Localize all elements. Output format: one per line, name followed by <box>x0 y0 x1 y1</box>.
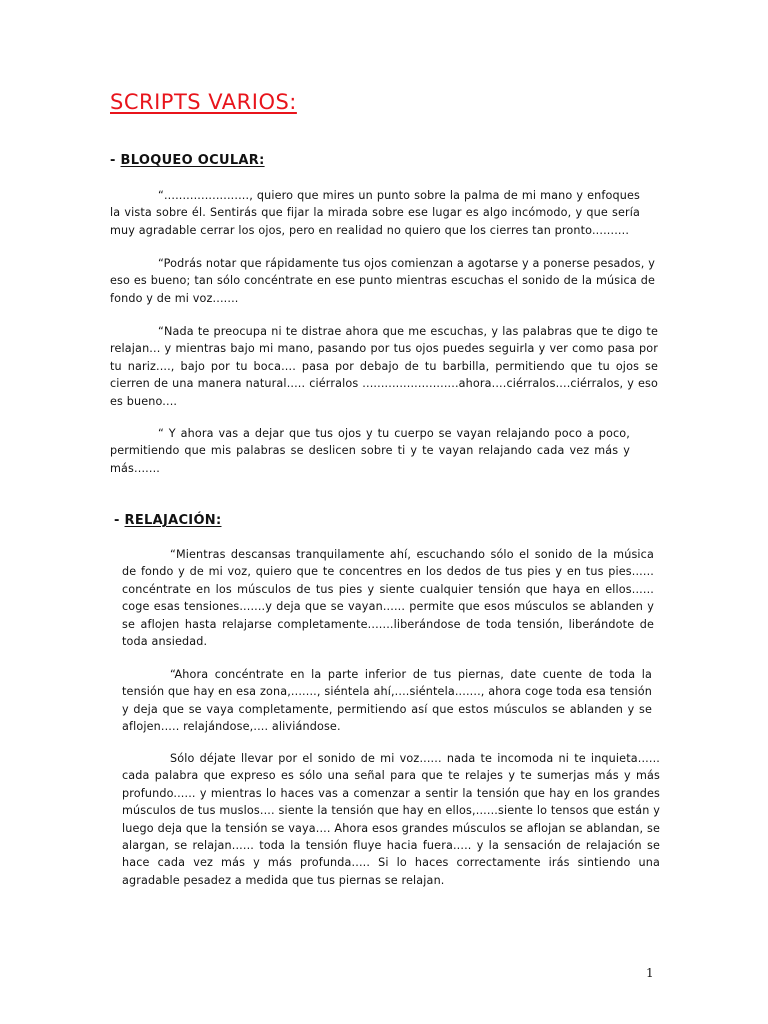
section-heading-dash: - <box>114 513 125 528</box>
paragraph: “......................., quiero que mires un punto sobre la palma de mi mano y enfoques la vista sobre él. Sentirás que fijar la mirada sobre ese lugar es algo incómodo, y que sería muy agradable cerrar los ojos, pero en realidad no quiero que los cierres tan pronto.......... <box>110 189 640 237</box>
paragraph: “Nada te preocupa ni te distrae ahora que me escuchas, y las palabras que te digo te relajan... y mientras bajo mi mano, pasando por tus ojos puedes seguirla y ver como pasa por tu nariz...., bajo por tu boca.... pasa por debajo de tu barbilla, permitiendo que tu ojos se cierren de una manera natural..... ciérralos ..........................ahora....ciérralos....ciérralos, y eso es bueno.... <box>110 325 658 408</box>
paragraph: “Mientras descansas tranquilamente ahí, escuchando sólo el sonido de la música de fondo y de mi voz, quiero que te concentres en los dedos de tus pies y en tus pies...... concéntrate en los músculos de tus pies y siente cualquier tensión que haya en ellos...... coge esas tensiones.......y deja que se vayan...... permite que esos músculos se ablanden y se aflojen hasta relajarse completamente.......liberándose de toda tensión, liberándote de toda ansiedad. <box>122 548 654 649</box>
paragraph: “Ahora concéntrate en la parte inferior de tus piernas, date cuente de toda la tensión que hay en esa zona,......., siéntela ahí,....siéntela......., ahora coge toda esa tensión y deja que se vaya completamente, permitiendo así que estos músculos se ablanden y se aflojen..... relajándose,.... aliviándose. <box>122 668 652 734</box>
paragraph: “ Y ahora vas a dejar que tus ojos y tu cuerpo se vayan relajando poco a poco, permitiendo que mis palabras se deslicen sobre ti y te vayan relajando cada vez más y más....... <box>110 427 630 475</box>
paragraph: “Podrás notar que rápidamente tus ojos comienzan a agotarse y a ponerse pesados, y eso es bueno; tan sólo concéntrate en ese punto mientras escuchas el sonido de la música de fondo y de mi voz....... <box>110 257 655 305</box>
page-title: SCRIPTS VARIOS: <box>110 90 297 114</box>
section-heading-relajacion <box>114 513 221 528</box>
section-heading-label: BLOQUEO OCULAR: <box>120 153 265 168</box>
page-number: 1 <box>646 966 654 980</box>
section-heading-label: RELAJACIÓN: <box>124 513 222 528</box>
paragraph: Sólo déjate llevar por el sonido de mi voz...... nada te incomoda ni te inquieta...... cada palabra que expreso es sólo una señal para que te relajes y te sumerjas más y más profundo...... y mientras lo haces vas a comenzar a sentir la tensión que hay en los grandes músculos de tus muslos.... siente la tensión que hay en ellos,......siente lo tensos que están y luego deja que la tensión se vaya.... Ahora esos grandes músculos se aflojan se ablandan, se alargan, se relajan...... toda la tensión fluye hacia fuera..... y la sensación de relajación se hace cada vez más y más profunda..... Si lo haces correctamente irás sintiendo una agradable pesadez a medida que tus piernas se relajan. <box>122 752 660 887</box>
section-heading-dash: - <box>110 153 121 168</box>
section-heading-bloqueo-ocular <box>110 153 265 168</box>
